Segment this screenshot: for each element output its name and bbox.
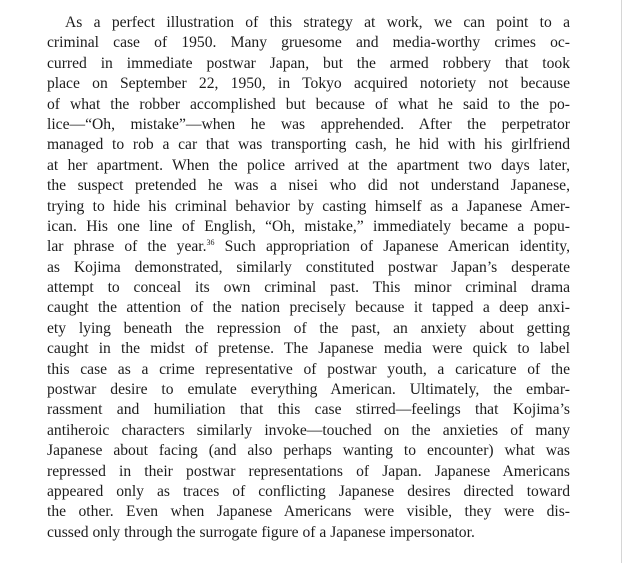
paragraph-line: postwar desire to emulate everything American. Ultimately, the embar-: [47, 381, 570, 399]
paragraph-line: ican. His one line of English, “Oh, mistake,” immediately became a popu-: [47, 217, 570, 235]
line-text-before-note: lar phrase of the year.: [47, 238, 207, 256]
paragraph-line: attempt to conceal its own criminal past. This minor criminal drama: [47, 279, 570, 297]
footnote-marker[interactable]: 36: [206, 238, 215, 248]
paragraph-line: appeared only as traces of conflicting Japanese desires directed toward: [47, 482, 570, 500]
paragraph-line: Japanese about facing (and also perhaps wanting to encounter) what was: [47, 442, 570, 460]
paragraph-line: of what the robber accomplished but because of what he said to the po-: [47, 95, 570, 113]
page-edge-divider: [621, 0, 622, 563]
paragraph-line: the suspect pretended he was a nisei who did not understand Japanese,: [47, 177, 570, 195]
paragraph-line: caught the attention of the nation precisely because it tapped a deep anxi-: [47, 299, 570, 317]
line-text-after-note: Such appropriation of Japanese American identity,: [214, 238, 570, 256]
paragraph-line: curred in immediate postwar Japan, but the armed robbery that took: [47, 54, 570, 72]
paragraph-line-with-footnote: [47, 237, 570, 257]
paragraph-line: this case as a crime representative of postwar youth, a caricature of the: [47, 360, 570, 378]
paragraph-line: As a perfect illustration of this strategy at work, we can point to a: [65, 14, 570, 31]
paragraph-line: managed to rob a car that was transporting cash, he hid with his girlfriend: [47, 136, 570, 154]
paragraph-line: criminal case of 1950. Many gruesome and media-worthy crimes oc-: [47, 34, 570, 52]
paragraph-line: trying to hide his criminal behavior by casting himself as a Japanese Amer-: [47, 197, 570, 215]
paragraph-line: repressed in their postwar representations of Japan. Japanese Americans: [47, 462, 570, 480]
paragraph-line: rassment and humiliation that this case stirred—feelings that Kojima’s: [47, 401, 570, 419]
paragraph-line: ety lying beneath the repression of the past, an anxiety about getting: [47, 319, 570, 337]
body-paragraph: [47, 13, 570, 543]
paragraph-line: antiheroic characters similarly invoke—touched on the anxieties of many: [47, 421, 570, 439]
paragraph-line: the other. Even when Japanese Americans were visible, they were dis-: [47, 503, 570, 521]
paragraph-line: as Kojima demonstrated, similarly constituted postwar Japan’s desperate: [47, 258, 570, 276]
paragraph-line: place on September 22, 1950, in Tokyo acquired notoriety not because: [47, 75, 570, 93]
paragraph-line: caught in the midst of pretense. The Japanese media were quick to label: [47, 340, 570, 358]
paragraph-line: lice—“Oh, mistake”—when he was apprehended. After the perpetrator: [47, 115, 570, 133]
paragraph-last-line: cussed only through the surrogate figure of a Japanese impersonator.: [47, 523, 475, 541]
paragraph-line: at her apartment. When the police arrived at the apartment two days later,: [47, 156, 570, 174]
